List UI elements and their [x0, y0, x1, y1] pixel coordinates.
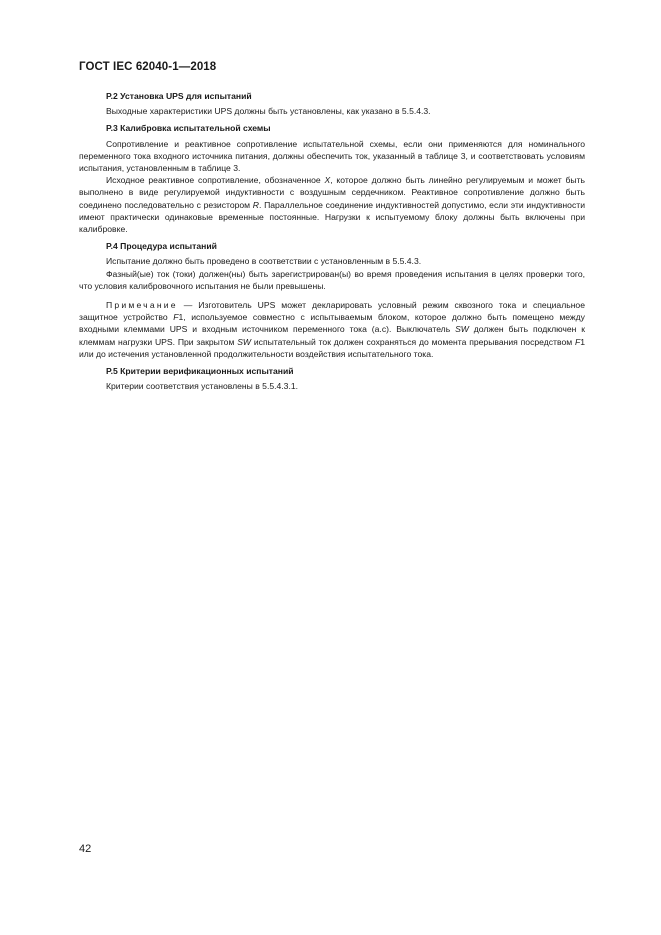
section-p4-para1: Испытание должно быть проведено в соответствии с установленным в 5.5.4.3. [106, 256, 422, 267]
section-p5-title: P.5 Критерии верификационных испытаний [106, 366, 294, 377]
symbol-f1-b: F [574, 336, 581, 347]
p3-para2-part-b: , которое должно быть линейно регулируемым и может быть выполнено в виде регулируемой индуктивности с воздушным сердечником. Реактивное сопротивление должно быть соединено последовательно с резистором [79, 175, 585, 210]
page-number: 42 [79, 843, 92, 855]
section-p3-para1: Сопротивление и реактивное сопротивление испытательной схемы, если они применяются для номинального переменного тока входного источника питания, должны обеспечить ток, указанный в таблице 3, и соответствовать условиям испытания, установленным в таблице 3. [79, 138, 585, 174]
document-body [79, 90, 585, 397]
section-p4-para2: Фазный(ые) ток (токи) должен(ны) быть зарегистрирован(ы) во время проведения испытания в целях проверки того, что условия калибровочного испытания не были превышены. [79, 268, 585, 291]
note-text [79, 299, 585, 360]
section-p3 [79, 122, 585, 235]
note-part-2: 1, используемое совместно с испытываемым блоком, которое должно быть помещено между входными клеммами UPS и входным источником переменного тока (а.с). Выключатель [79, 312, 585, 335]
symbol-f1-a: F [173, 312, 179, 323]
symbol-r: R [252, 199, 259, 210]
section-p2-text: Выходные характеристики UPS должны быть установлены, как указано в 5.5.4.3. [106, 106, 431, 117]
section-p5 [79, 365, 585, 392]
note-part-1: Изготовитель UPS может декларировать условный режим сквозного тока и специальное защитное устройство [79, 300, 585, 323]
symbol-x: X [324, 175, 331, 186]
section-p5-text: Критерии соответствия установлены в 5.5.4.3.1. [106, 381, 299, 392]
section-p3-para2 [79, 174, 585, 235]
section-p2-title: P.2 Установка UPS для испытаний [106, 91, 252, 101]
document-id-header: ГОСТ IEC 62040-1—2018 [79, 61, 217, 73]
note-part-5: 1 или до истечения установленной продолжительности воздействия испытательного тока. [79, 336, 585, 359]
note-part-3: должен быть подключен к клеммам нагрузки UPS. При закрытом [79, 324, 585, 347]
p3-para2-part-a: Исходное реактивное сопротивление, обозначенное [106, 175, 325, 186]
symbol-sw-1: SW [455, 324, 469, 335]
p3-para2-part-c: . Параллельное соединение индуктивностей допустимо, если эти индуктивности имеют практически одинаковые временные постоянные. Нагрузки к испытуемому блоку должны быть включены при калибровке. [79, 199, 585, 235]
section-p4 [79, 240, 585, 292]
note-part-4: испытательный ток должен сохраняться до момента прерывания посредством [251, 336, 575, 347]
section-p2 [79, 90, 585, 117]
section-p3-title: P.3 Калибровка испытательной схемы [106, 123, 271, 134]
symbol-sw-2: SW [237, 336, 252, 347]
note-block [79, 299, 585, 360]
note-dash: — [177, 300, 199, 311]
section-p4-title: P.4 Процедура испытаний [106, 241, 217, 252]
note-label: Примечание [106, 300, 178, 311]
